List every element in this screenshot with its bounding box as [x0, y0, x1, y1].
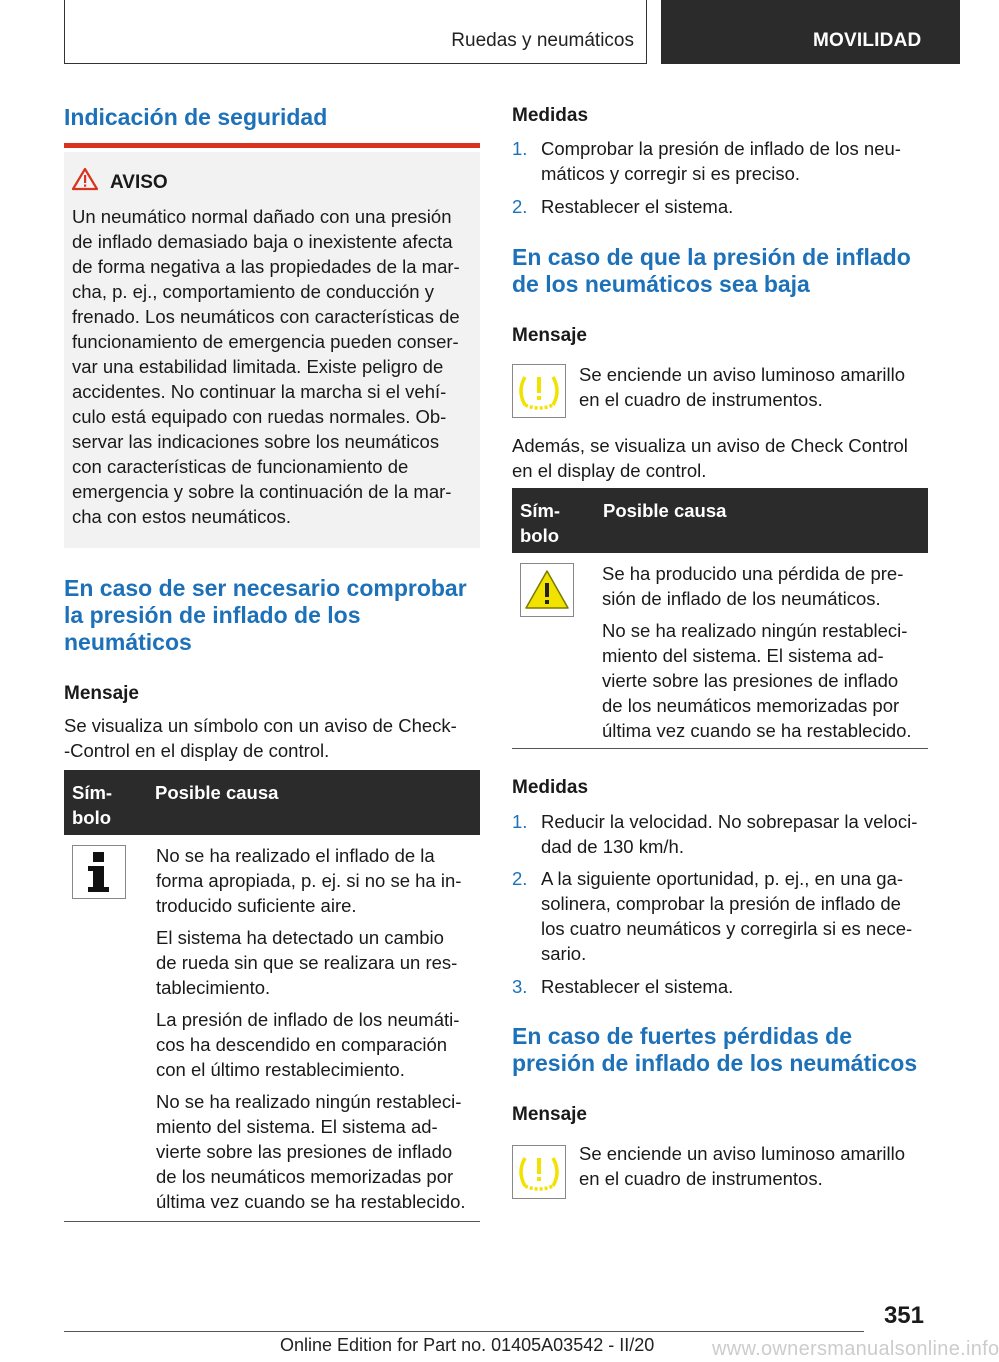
cc-line: Además, se visualiza un aviso de Check Control	[512, 435, 908, 456]
cause-line: No se ha realizado ningún restableci-	[156, 1091, 462, 1112]
step-line: Reducir la velocidad. No sobrepasar la veloci-	[541, 811, 918, 832]
edition-text: Online Edition for Part no. 01405A03542 - II/20	[280, 1335, 655, 1355]
footer-rule	[64, 1331, 864, 1332]
table-bottom-rule	[512, 748, 928, 749]
cause-paragraph	[156, 1007, 476, 1082]
check-pressure-heading	[64, 575, 467, 656]
heading-line: En caso de que la presión de inflado	[512, 244, 911, 270]
cause-line: No se ha realizado ningún restableci-	[602, 620, 908, 641]
warning-line: frenado. Los neumáticos con características de	[72, 306, 460, 327]
warning-label: AVISO	[110, 172, 168, 193]
heading-line: neumáticos	[64, 629, 192, 655]
cause-line: No se ha realizado el inflado de la	[156, 845, 435, 866]
step-line: Restablecer el sistema.	[541, 196, 734, 217]
info-icon	[72, 845, 126, 899]
message-line: Se visualiza un símbolo con un aviso de Check-	[64, 715, 457, 736]
warning-line: con características de funcionamiento de	[72, 456, 409, 477]
message-text	[64, 713, 457, 763]
safety-heading: Indicación de seguridad	[64, 104, 328, 130]
step-line: máticos y corregir si es preciso.	[541, 163, 801, 184]
cause-line: troducido suficiente aire.	[156, 895, 357, 916]
table-col-symbol	[520, 498, 560, 548]
step-number: 1.	[512, 138, 528, 159]
step-line: Comprobar la presión de inflado de los neu-	[541, 138, 901, 159]
medidas-label: Medidas	[512, 105, 589, 126]
cause-line: tablecimiento.	[156, 977, 271, 998]
step-number: 1.	[512, 811, 528, 832]
warning-line: accidentes. No continuar la marcha si el vehí-	[72, 381, 447, 402]
cause-paragraph	[156, 843, 476, 918]
heading-line: de los neumáticos sea baja	[512, 271, 810, 297]
severe-loss-heading	[512, 1023, 917, 1077]
lamp-text	[579, 362, 905, 412]
table-cause-cell	[156, 843, 476, 1214]
message-line: -Control en el display de control.	[64, 740, 330, 761]
lamp-line: Se enciende un aviso luminoso amarillo	[579, 364, 905, 385]
cause-line: miento del sistema. El sistema ad-	[602, 645, 884, 666]
table-col-cause: Posible causa	[603, 500, 727, 521]
mensaje-label: Mensaje	[64, 683, 139, 704]
warning-line: emergencia y sobre la continuación de la mar-	[72, 481, 452, 502]
lamp-line: Se enciende un aviso luminoso amarillo	[579, 1143, 905, 1164]
watermark: www.ownersmanualsonline.info	[712, 1338, 999, 1360]
step-text	[541, 974, 733, 999]
step-line: los cuatro neumáticos y corregirla si es nece-	[541, 918, 913, 939]
heading-line: presión de inflado de los neumáticos	[512, 1050, 918, 1076]
step-number: 2.	[512, 868, 528, 889]
warning-line: de inflado demasiado baja o inexistente afecta	[72, 231, 453, 252]
heading-line: En caso de fuertes pérdidas de	[512, 1023, 853, 1049]
cause-line: de los neumáticos memorizadas por	[602, 695, 900, 716]
warning-line: cha, p. ej., comportamiento de conducción y	[72, 281, 434, 302]
table-bottom-rule	[64, 1221, 480, 1222]
step-text	[541, 866, 912, 966]
cause-line: cos ha descendido en comparación	[156, 1034, 448, 1055]
heading-line: En caso de ser necesario comprobar	[64, 575, 467, 601]
warning-text	[72, 204, 476, 529]
mensaje-label: Mensaje	[512, 325, 587, 346]
cause-line: sión de inflado de los neumáticos.	[602, 588, 881, 609]
step-line: dad de 130 km/h.	[541, 836, 684, 857]
cause-line: Se ha producido una pérdida de pre-	[602, 563, 904, 584]
cause-line: La presión de inflado de los neumáti-	[156, 1009, 460, 1030]
cause-line: vierte sobre las presiones de inflado	[156, 1141, 453, 1162]
cause-line: última vez cuando se ha restablecido.	[156, 1191, 466, 1212]
table-header	[512, 488, 928, 553]
cause-line: vierte sobre las presiones de inflado	[602, 670, 899, 691]
low-pressure-heading	[512, 244, 911, 298]
lamp-line: en el cuadro de instrumentos.	[579, 389, 823, 410]
warning-line: servar las indicaciones sobre los neumáticos	[72, 431, 440, 452]
header-chapter-tab: MOVILIDAD	[661, 0, 960, 64]
step-text	[541, 809, 917, 859]
warning-line: funcionamiento de emergencia pueden conser-	[72, 331, 459, 352]
mensaje-label: Mensaje	[512, 1104, 587, 1125]
step-line: A la siguiente oportunidad, p. ej., en una ga-	[541, 868, 904, 889]
lamp-text	[579, 1141, 905, 1191]
step-line: solinera, comprobar la presión de inflado de	[541, 893, 901, 914]
tire-pressure-lamp-icon	[512, 364, 566, 418]
cause-line: de los neumáticos memorizadas por	[156, 1166, 454, 1187]
cause-paragraph	[602, 618, 926, 743]
heading-line: la presión de inflado de los	[64, 602, 361, 628]
col-symbol-line: bolo	[520, 525, 560, 546]
col-symbol-line: Sím-	[72, 782, 113, 803]
header-section-title: Ruedas y neumáticos	[451, 30, 634, 51]
step-line: sario.	[541, 943, 587, 964]
cause-paragraph	[156, 1089, 476, 1214]
check-control-text	[512, 433, 908, 483]
warning-line: culo está equipado con ruedas normales. Ob-	[72, 406, 447, 427]
table-col-symbol	[72, 780, 112, 830]
page-number: 351	[883, 1302, 924, 1329]
cause-paragraph	[602, 561, 926, 611]
step-text	[541, 136, 901, 186]
table-header	[64, 770, 480, 835]
warning-line: var una estabilidad limitada. Existe peligro de	[72, 356, 444, 377]
step-text	[541, 194, 733, 219]
cause-line: de rueda sin que se realizara un res-	[156, 952, 458, 973]
tire-pressure-lamp-icon	[512, 1145, 566, 1199]
cause-line: forma apropiada, p. ej. si no se ha in-	[156, 870, 462, 891]
col-symbol-line: bolo	[72, 807, 112, 828]
cc-line: en el display de control.	[512, 460, 707, 481]
step-number: 3.	[512, 976, 528, 997]
cause-line: El sistema ha detectado un cambio	[156, 927, 444, 948]
cause-line: con el último restablecimiento.	[156, 1059, 405, 1080]
col-symbol-line: Sím-	[520, 500, 561, 521]
warning-triangle-icon	[72, 168, 98, 190]
step-line: Restablecer el sistema.	[541, 976, 734, 997]
table-cause-cell	[602, 561, 926, 743]
warning-rule	[64, 143, 480, 148]
cause-line: última vez cuando se ha restablecido.	[602, 720, 912, 741]
medidas-label: Medidas	[512, 777, 589, 798]
step-number: 2.	[512, 196, 528, 217]
table-col-cause: Posible causa	[155, 782, 279, 803]
lamp-line: en el cuadro de instrumentos.	[579, 1168, 823, 1189]
cause-line: miento del sistema. El sistema ad-	[156, 1116, 438, 1137]
warning-triangle-icon	[520, 563, 574, 617]
warning-line: cha con estos neumáticos.	[72, 506, 292, 527]
cause-paragraph	[156, 925, 476, 1000]
warning-line: Un neumático normal dañado con una presión	[72, 206, 452, 227]
warning-line: de forma negativa a las propiedades de la mar-	[72, 256, 460, 277]
